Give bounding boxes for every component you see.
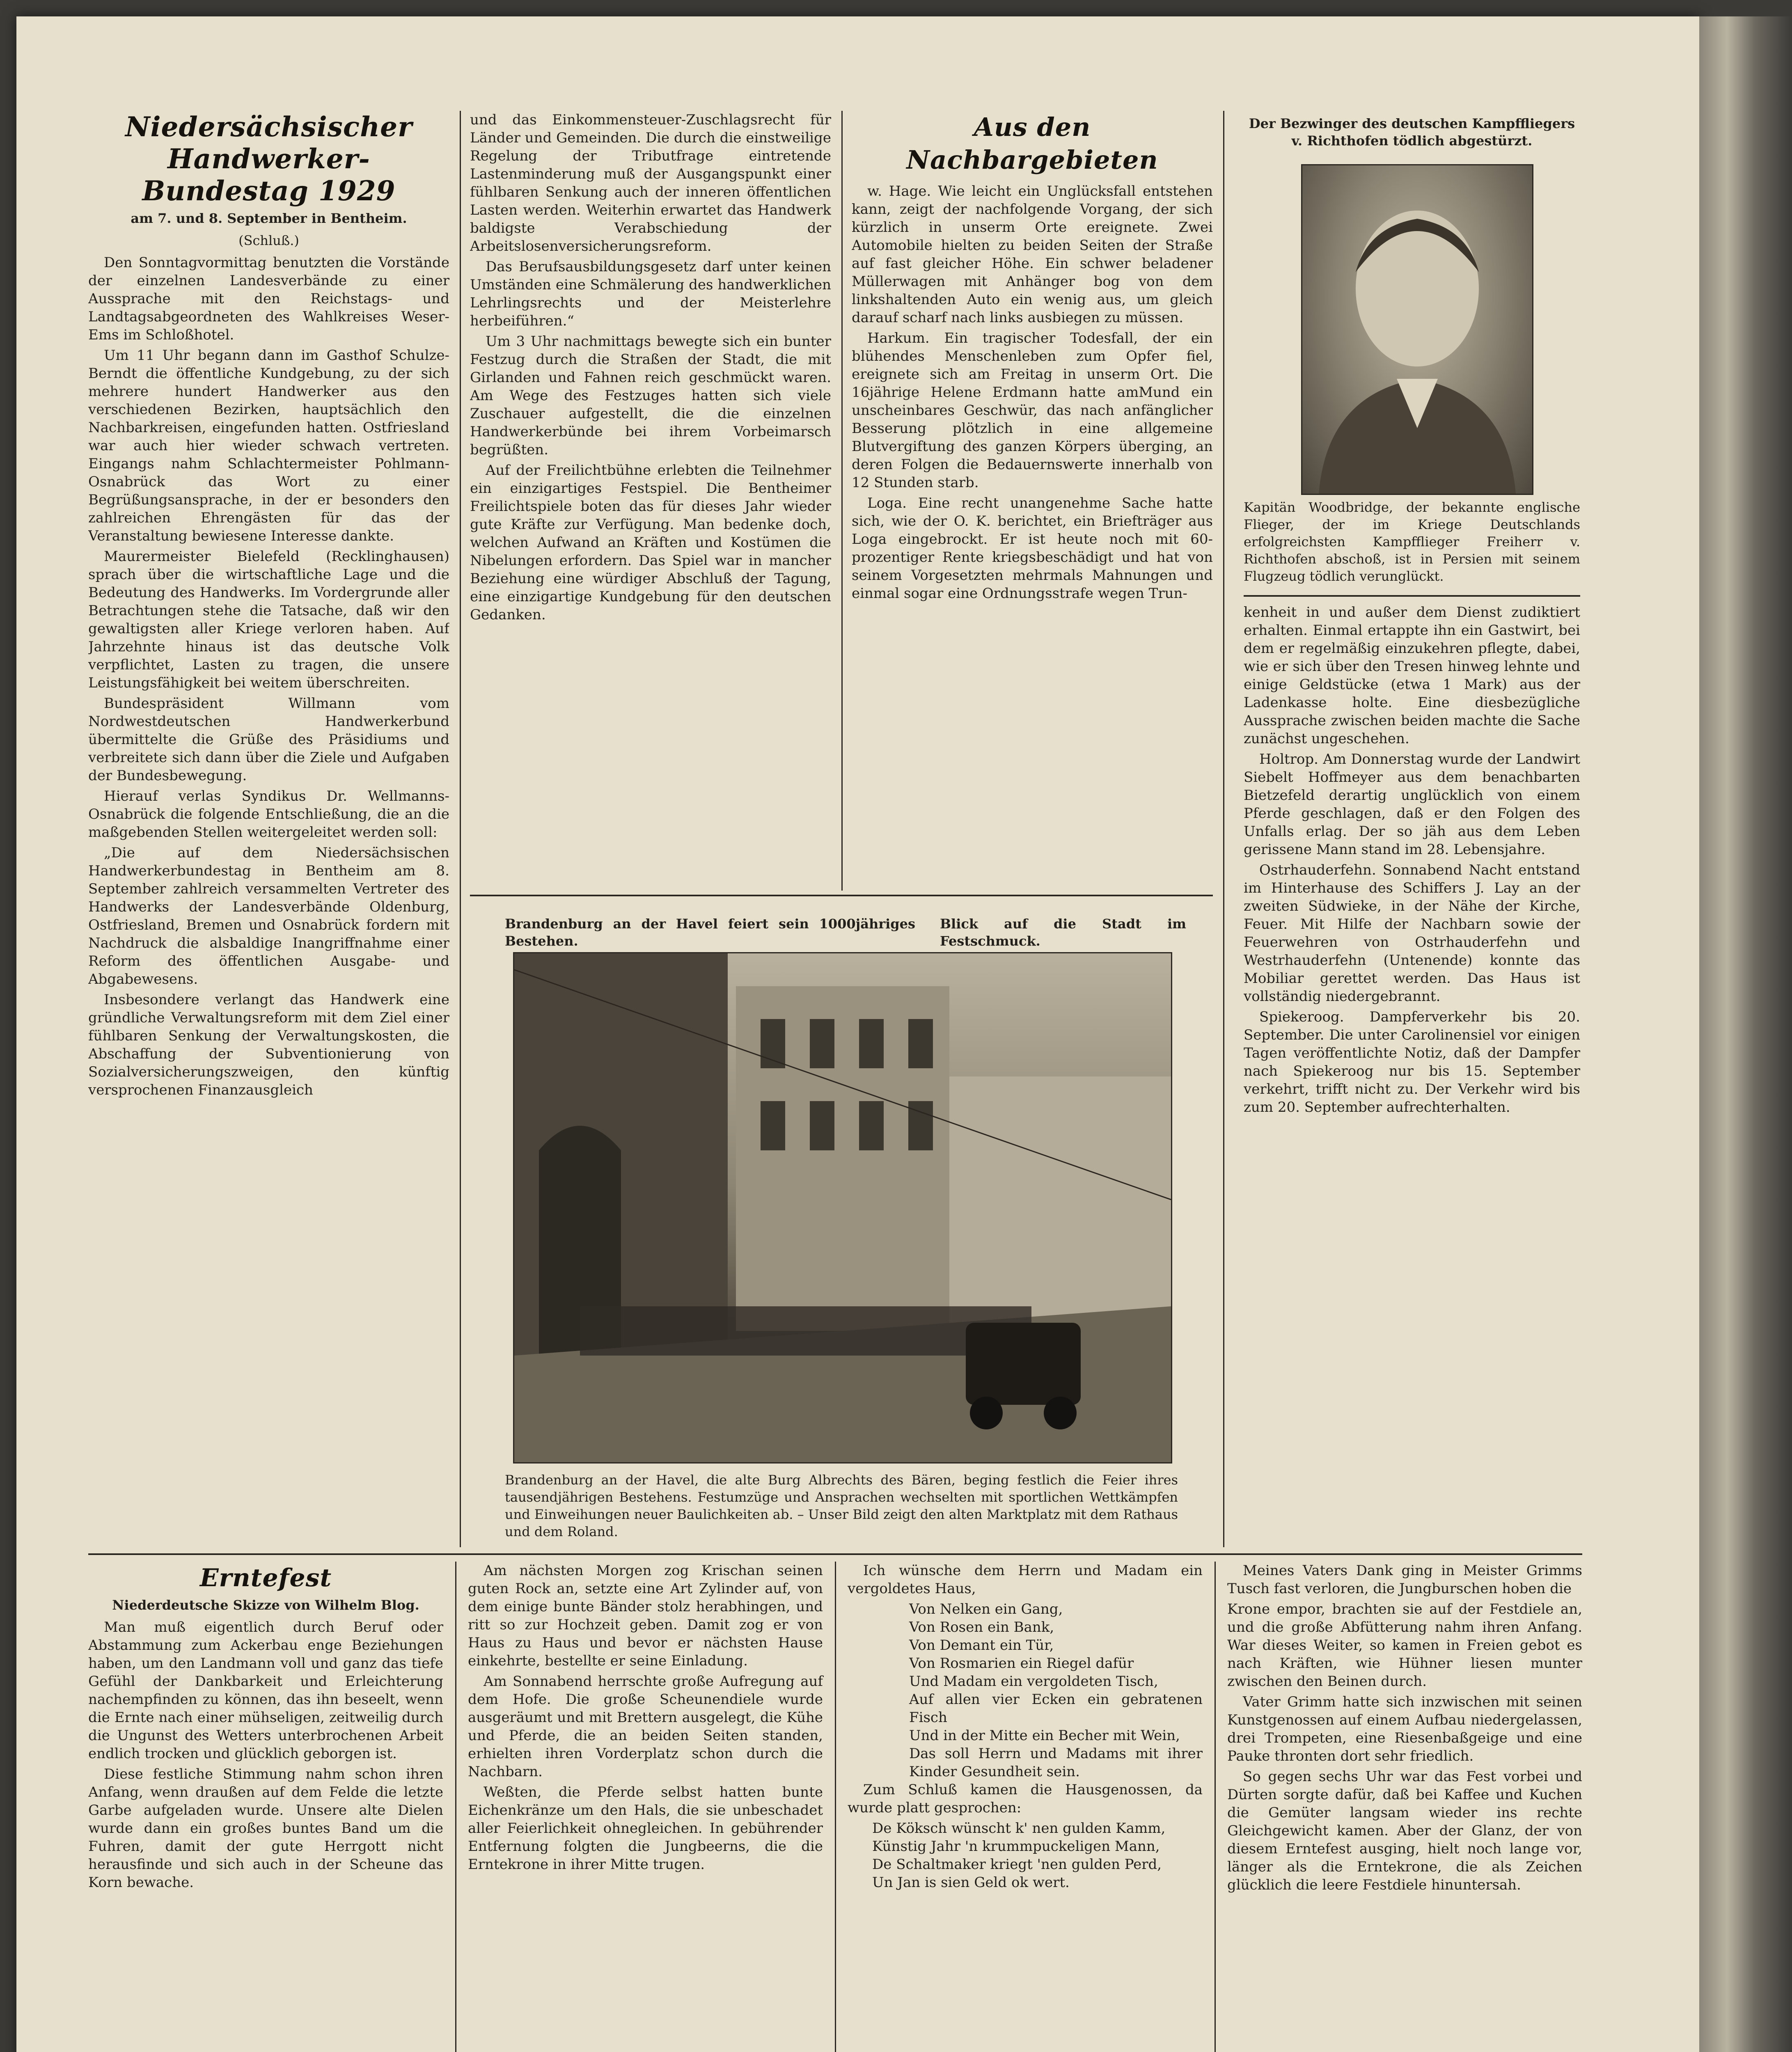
paragraph: und das Einkommensteuer-Zuschlagsrecht für Länder und Gemeinden. Die durch die einstweilige Regelung der Tributfrage eintretende Lastenminderung muß der Ausgangspunkt einer fühlbaren Senkung auch der inneren öffentlichen Lasten werden. Weiterhin erwartet das Handwerk baldigste Verabschiedung der Arbeitslosenversicherungsreform. (470, 112, 831, 254)
paragraph: Am Sonnabend herrschte große Aufregung auf dem Hofe. Die große Scheunendiele wurde ausgeräumt und mit Brettern ausgelegt, die Kühe und Pferde, die an beiden Seiten standen, erhielten ihren Vorderplatz schon durch die Nachbarn. (468, 1673, 823, 1780)
paragraph: Das Berufsausbildungsgesetz darf unter keinen Umständen eine Schmälerung des handwerklichen Lehrlingsrechts und der Meisterlehre herbeiführen.“ (470, 259, 831, 329)
paragraph: Um 3 Uhr nachmittags bewegte sich ein bunter Festzug durch die Straßen der Stadt, die mit Girlanden und Fahnen reich geschmückt waren. Am Wege des Festzuges hatten sich viele Zuschauer aufgestellt, die die einzelnen Handwerkerbünde bei ihrem Vorbeimarsch begrüßten. (470, 333, 831, 458)
paragraph: Holtrop. Am Donnerstag wurde der Landwirt Siebelt Hoffmeyer aus dem benachbarten Bietzefeld derartig unglücklich von einem Pferde geschlagen, daß er den Folgen des Unfalls erlag. Der so jäh aus dem Leben gerissene Mann stand im 28. Lebensjahre. (1244, 751, 1580, 858)
photo-caption-top-right: Blick auf die Stadt im Festschmuck. (940, 916, 1186, 949)
paragraph: „Die auf dem Niedersächsischen Handwerkerbundestag in Bentheim am 8. September zahlreich versammelten Vertreter des Handwerks der Landesverbände Oldenburg, Ostfriesland, Bremen und Osnabrück fordern mit Nachdruck die alsbaldige Inangriffnahme einer Reform des öffentlichen Ausgabe- und Abgabewesens. (88, 845, 449, 987)
section-rule (88, 1553, 1582, 1555)
paragraph: Vater Grimm hatte sich inzwischen mit seinen Kunstgenossen auf einem Aufbau niedergelassen, drei Trompeten, eine Riesenbaßgeige und eine Pauke thronten dort sehr friedlich. (1227, 1694, 1582, 1764)
article-column4 (1244, 603, 1580, 1547)
paragraph: Weßten, die Pferde selbst hatten bunte Eichenkränze um den Hals, die sie unbeschadet aller Feierlichkeit ohnegleichen. In gebührender Entfernung folgten die Jungbeerns, die die Erntekrone in ihrer Mitte trugen. (468, 1784, 823, 1873)
column-rule (1223, 111, 1224, 1547)
brandenburg-photo (513, 952, 1172, 1463)
article-handwerker (88, 111, 449, 1547)
paragraph: Diese festliche Stimmung nahm schon ihren Anfang, wenn draußen auf dem Felde die letzte Garbe aufgeladen wurde. Unsere alte Dielen wurde dann ein großes buntes Band um die Fuhren, damit der gute Herrgott nicht herausfinde und sich auch in der Scheune das Korn bewache. (88, 1766, 443, 1891)
paragraph: Zum Schluß kamen die Hausgenossen, da wurde platt gesprochen: (848, 1782, 1203, 1816)
portrait-caption-top: Der Bezwinger des deutschen Kampffliegers v. Richthofen tödlich abgestürzt. (1249, 116, 1575, 149)
article-subtitle: am 7. und 8. September in Bentheim. (131, 211, 407, 226)
portrait-photo (1301, 164, 1533, 495)
paragraph: Loga. Eine recht unangenehme Sache hatte sich, wie der O. K. berichtet, ein Briefträger aus Loga eingebrockt. Er ist heute noch mit 60-prozentiger Rente kriegsbeschädigt und hat von seinem Vorgesetzten mehrmals Mahnungen und einmal sogar eine Ordnungsstrafe wegen Trun- (852, 495, 1213, 602)
poem-line: Künstig Jahr 'n krummpuckeligen Mann, (872, 1838, 1160, 1855)
poem-line: Und in der Mitte ein Becher mit Wein, (909, 1727, 1180, 1744)
paragraph: Um 11 Uhr begann dann im Gasthof Schulze-Berndt die öffentliche Kundgebung, zu der sich mehrere hundert Handwerker aus den verschiedenen Bezirken, hauptsächlich den Nachbarkreisen, eingefunden hatten. Ostfriesland war auch hier wieder schwach vertreten. Eingangs nahm Schlachtermeister Pohlmann-Osnabrück das Wort zu einer Begrüßungsansprache, in der er besonders den zahlreichen Ehrengästen für das der Veranstaltung bewiesene Interesse dankte. (88, 347, 449, 544)
paragraph: Ostrhauderfehn. Sonnabend Nacht entstand im Hinterhause des Schiffers J. Lay an der zweiten Südwieke, in der Nähe der Kirche, Feuer. Mit Hilfe der Nachbarn sowie der Feuerwehren von Ostrhauderfehn und Westrhauderfehn (Untenende) konnte das Mobiliar gerettet werden. Das Haus ist vollständig niedergebrannt. (1244, 862, 1580, 1005)
article-title: Erntefest (199, 1564, 332, 1592)
poem-line: Auf allen vier Ecken ein gebratenen Fisch (909, 1691, 1203, 1726)
page-edge (1699, 16, 1792, 2052)
poem-line: Von Rosmarien ein Riegel dafür (909, 1655, 1134, 1672)
portrait-figure-icon (1302, 165, 1532, 494)
paragraph: Hierauf verlas Syndikus Dr. Wellmanns-Osnabrück die folgende Entschließung, die an die maßgebenden Stellen weitergeleitet werden soll: (88, 788, 449, 840)
paragraph: w. Hage. Wie leicht ein Unglücksfall entstehen kann, zeigt der nachfolgende Vorgang, der sich kürzlich in unserm Orte ereignete. Zwei Automobile hielten zu beiden Seiten der Straße auf fast gleicher Höhe. Ein schwer beladener Müllerwagen mit Anhänger bog von dem linkshaltenden Auto ein wenig aus, um gleich darauf scharf nach links ausbiegen zu müssen. (852, 183, 1213, 326)
poem-line: Von Nelken ein Gang, (909, 1601, 1063, 1617)
poem-line: De Köksch wünscht k' nen gulden Kamm, (872, 1820, 1166, 1837)
paragraph: Spiekeroog. Dampferverkehr bis 20. September. Die unter Carolinensiel vor einigen Tagen veröffentlichte Notiz, daß der Dampfer nach Spiekeroog nur bis 15. September verkehrt, trifft nicht zu. Der Verkehr wird bis zum 20. September aufrechterhalten. (1244, 1009, 1580, 1115)
paragraph: Ich wünsche dem Herrn und Madam ein vergoldetes Haus, (848, 1562, 1203, 1597)
photo-caption-bottom: Brandenburg an der Havel, die alte Burg Albrechts des Bären, beging festlich die Feier ihres tausendjährigen Bestehens. Festumzüge und Ansprachen wechselten mit sportlichen Wettkämpfen und Einweihungen neuer Baulichkeiten ab. – Unser Bild zeigt den alten Marktplatz mit dem Rathaus und dem Roland. (505, 1472, 1178, 1539)
section-rule (470, 895, 1213, 896)
poem-line: Das soll Herrn und Madams mit ihrer Kinder Gesundheit sein. (909, 1745, 1203, 1780)
column-rule (460, 111, 461, 1547)
section-rule (1244, 595, 1580, 597)
paragraph: Insbesondere verlangt das Handwerk eine gründliche Verwaltungsreform mit dem Ziel einer fühlbaren Senkung der Verwaltungskosten, die Abschaffung der Subventionierung von Sozialversicherungszweigen, den künftig versprochenen Finanzausgleich (88, 992, 449, 1098)
paragraph: Harkum. Ein tragischer Todesfall, der ein blühendes Menschenleben zum Opfer fiel, ereignete sich am Freitag in unserm Ort. Die 16jährige Helene Erdmann hatte amMund ein unscheinbares Geschwür, das nach anfänglicher Besserung plötzlich in eine allgemeine Blutvergiftung des ganzen Körpers überging, an deren Folgen die Bedauernswerte innerhalb von 12 Stunden starb. (852, 330, 1213, 491)
paragraph: Meines Vaters Dank ging in Meister Grimms Tusch fast verloren, die Jungburschen hoben die (1227, 1562, 1582, 1597)
photo-caption-top-left: Brandenburg an der Havel feiert sein 1000jähriges Bestehen. (505, 916, 915, 949)
paragraph: Den Sonntagvormittag benutzten die Vorstände der einzelnen Landesverbände zu einer Aussprache mit den Reichstags- und Landtagsabgeordneten des Wahlkreises Weser-Ems im Schloßhotel. (88, 254, 449, 343)
poem-line: Und Madam ein vergoldeten Tisch, (909, 1673, 1158, 1690)
paragraph: So gegen sechs Uhr war das Fest vorbei und Dürten sorgte dafür, daß bei Kaffee und Kuchen die Gemüter langsam wieder ins rechte Gleichgewicht kamen. Aber der Glanz, der von diesem Erntefest ausging, hielt noch lange vor, länger als die Erntekrone, die als Zeichen glücklich die leere Festdiele hinuntersah. (1227, 1768, 1582, 1893)
article-title: Aus den Nachbargebieten (906, 112, 1158, 175)
poem-line: Un Jan is sien Geld ok wert. (872, 1874, 1070, 1891)
column-rule (841, 111, 843, 891)
portrait-caption-bottom: Kapitän Woodbridge, der bekannte englische Flieger, der im Kriege Deutschlands erfolgreichsten Kampfflieger Freiherr v. Richthofen abschoß, ist in Persien mit seinem Flugzeug tödlich verunglückt. (1244, 499, 1580, 584)
street-scene-icon (514, 953, 1171, 1462)
poem-line: Von Rosen ein Bank, (909, 1619, 1054, 1635)
paragraph: kenheit in und außer dem Dienst zudiktiert erhalten. Einmal ertappte ihn ein Gastwirt, bei dem er regelmäßig einzukehren pflegte, dabei, wie er sich über den Tresen hinweg lehnte und einige Geldstücke (etwa 1 Mark) aus der Ladenkasse holte. Eine diesbezügliche Aussprache zwischen beiden machte die Sache zunächst ungeschehen. (1244, 604, 1580, 747)
newspaper-page (16, 16, 1699, 2052)
article-nachbargebiete (852, 111, 1213, 891)
poem-line: De Schaltmaker kriegt 'nen gulden Perd, (872, 1856, 1162, 1873)
paragraph: Am nächsten Morgen zog Krischan seinen guten Rock an, setzte eine Art Zylinder auf, von dem einige bunte Bänder stolz herabhingen, und ritt so zur Hochzeit geben. Damit zog er von Haus zu Haus und bevor er nächsten Hause einkehrte, bestellte er seine Einladung. (468, 1562, 823, 1669)
paragraph: Man muß eigentlich durch Beruf oder Abstammung zum Ackerbau enge Beziehungen haben, um den Landmann voll und ganz das tiefe Gefühl der Dankbarkeit und Erleichterung nachempfinden zu können, das ihn beseelt, wenn die Ernte nach einer mühseligen, zeitweilig durch die Ungunst des Wetters unterbrochenen Arbeit endlich trocken und glücklich geborgen ist. (88, 1619, 443, 1762)
paragraph: Auf der Freilichtbühne erlebten die Teilnehmer ein einzigartiges Festspiel. Die Bentheimer Freilichtspiele boten das für dieses Jahr wieder gute Kräfte zur Verfügung. Man bedenke doch, welchen Aufwand an Kräften und Kostümen die Nibelungen erfordern. Das Spiel war in mancher Beziehung eine würdiger Abschluß der Tagung, eine einzigartige Kundgebung für den deutschen Gedanken. (470, 462, 831, 623)
article-continuation: (Schluß.) (238, 233, 299, 248)
article-handwerker-continued (470, 111, 831, 891)
paragraph: Bundespräsident Willmann vom Nordwestdeutschen Handwerkerbund übermittelte die Grüße des Präsidiums und verbreitete sich dann über die Ziele und Aufgaben der Bundesbewegung. (88, 695, 449, 784)
article-title: Niedersächsischer Handwerker-Bundestag 1929 (125, 111, 412, 207)
poem-line: Von Demant ein Tür, (909, 1637, 1054, 1654)
article-subtitle: Niederdeutsche Skizze von Wilhelm Blog. (112, 1597, 419, 1613)
paragraph: Maurermeister Bielefeld (Recklinghausen) sprach über die wirtschaftliche Lage und die Bedeutung des Handwerks. Im Vordergrunde aller Betrachtungen stehe die Tatsache, daß wir den gewaltigsten aller Kriege verloren haben. Auf Jahrzehnte hinaus ist das deutsche Volk verpflichtet, Lasten zu tragen, die unsere Leistungsfähigkeit bei weitem überschreiten. (88, 548, 449, 691)
article-erntefest (88, 1562, 1582, 2052)
paragraph: Krone empor, brachten sie auf der Festdiele an, und die große Abfütterung nahm ihren Anfang. War dieses Weiter, so kamen in Freien gebot es nach Kräften, wie Hühner liesen munter zwischen den Beinen durch. (1227, 1601, 1582, 1690)
